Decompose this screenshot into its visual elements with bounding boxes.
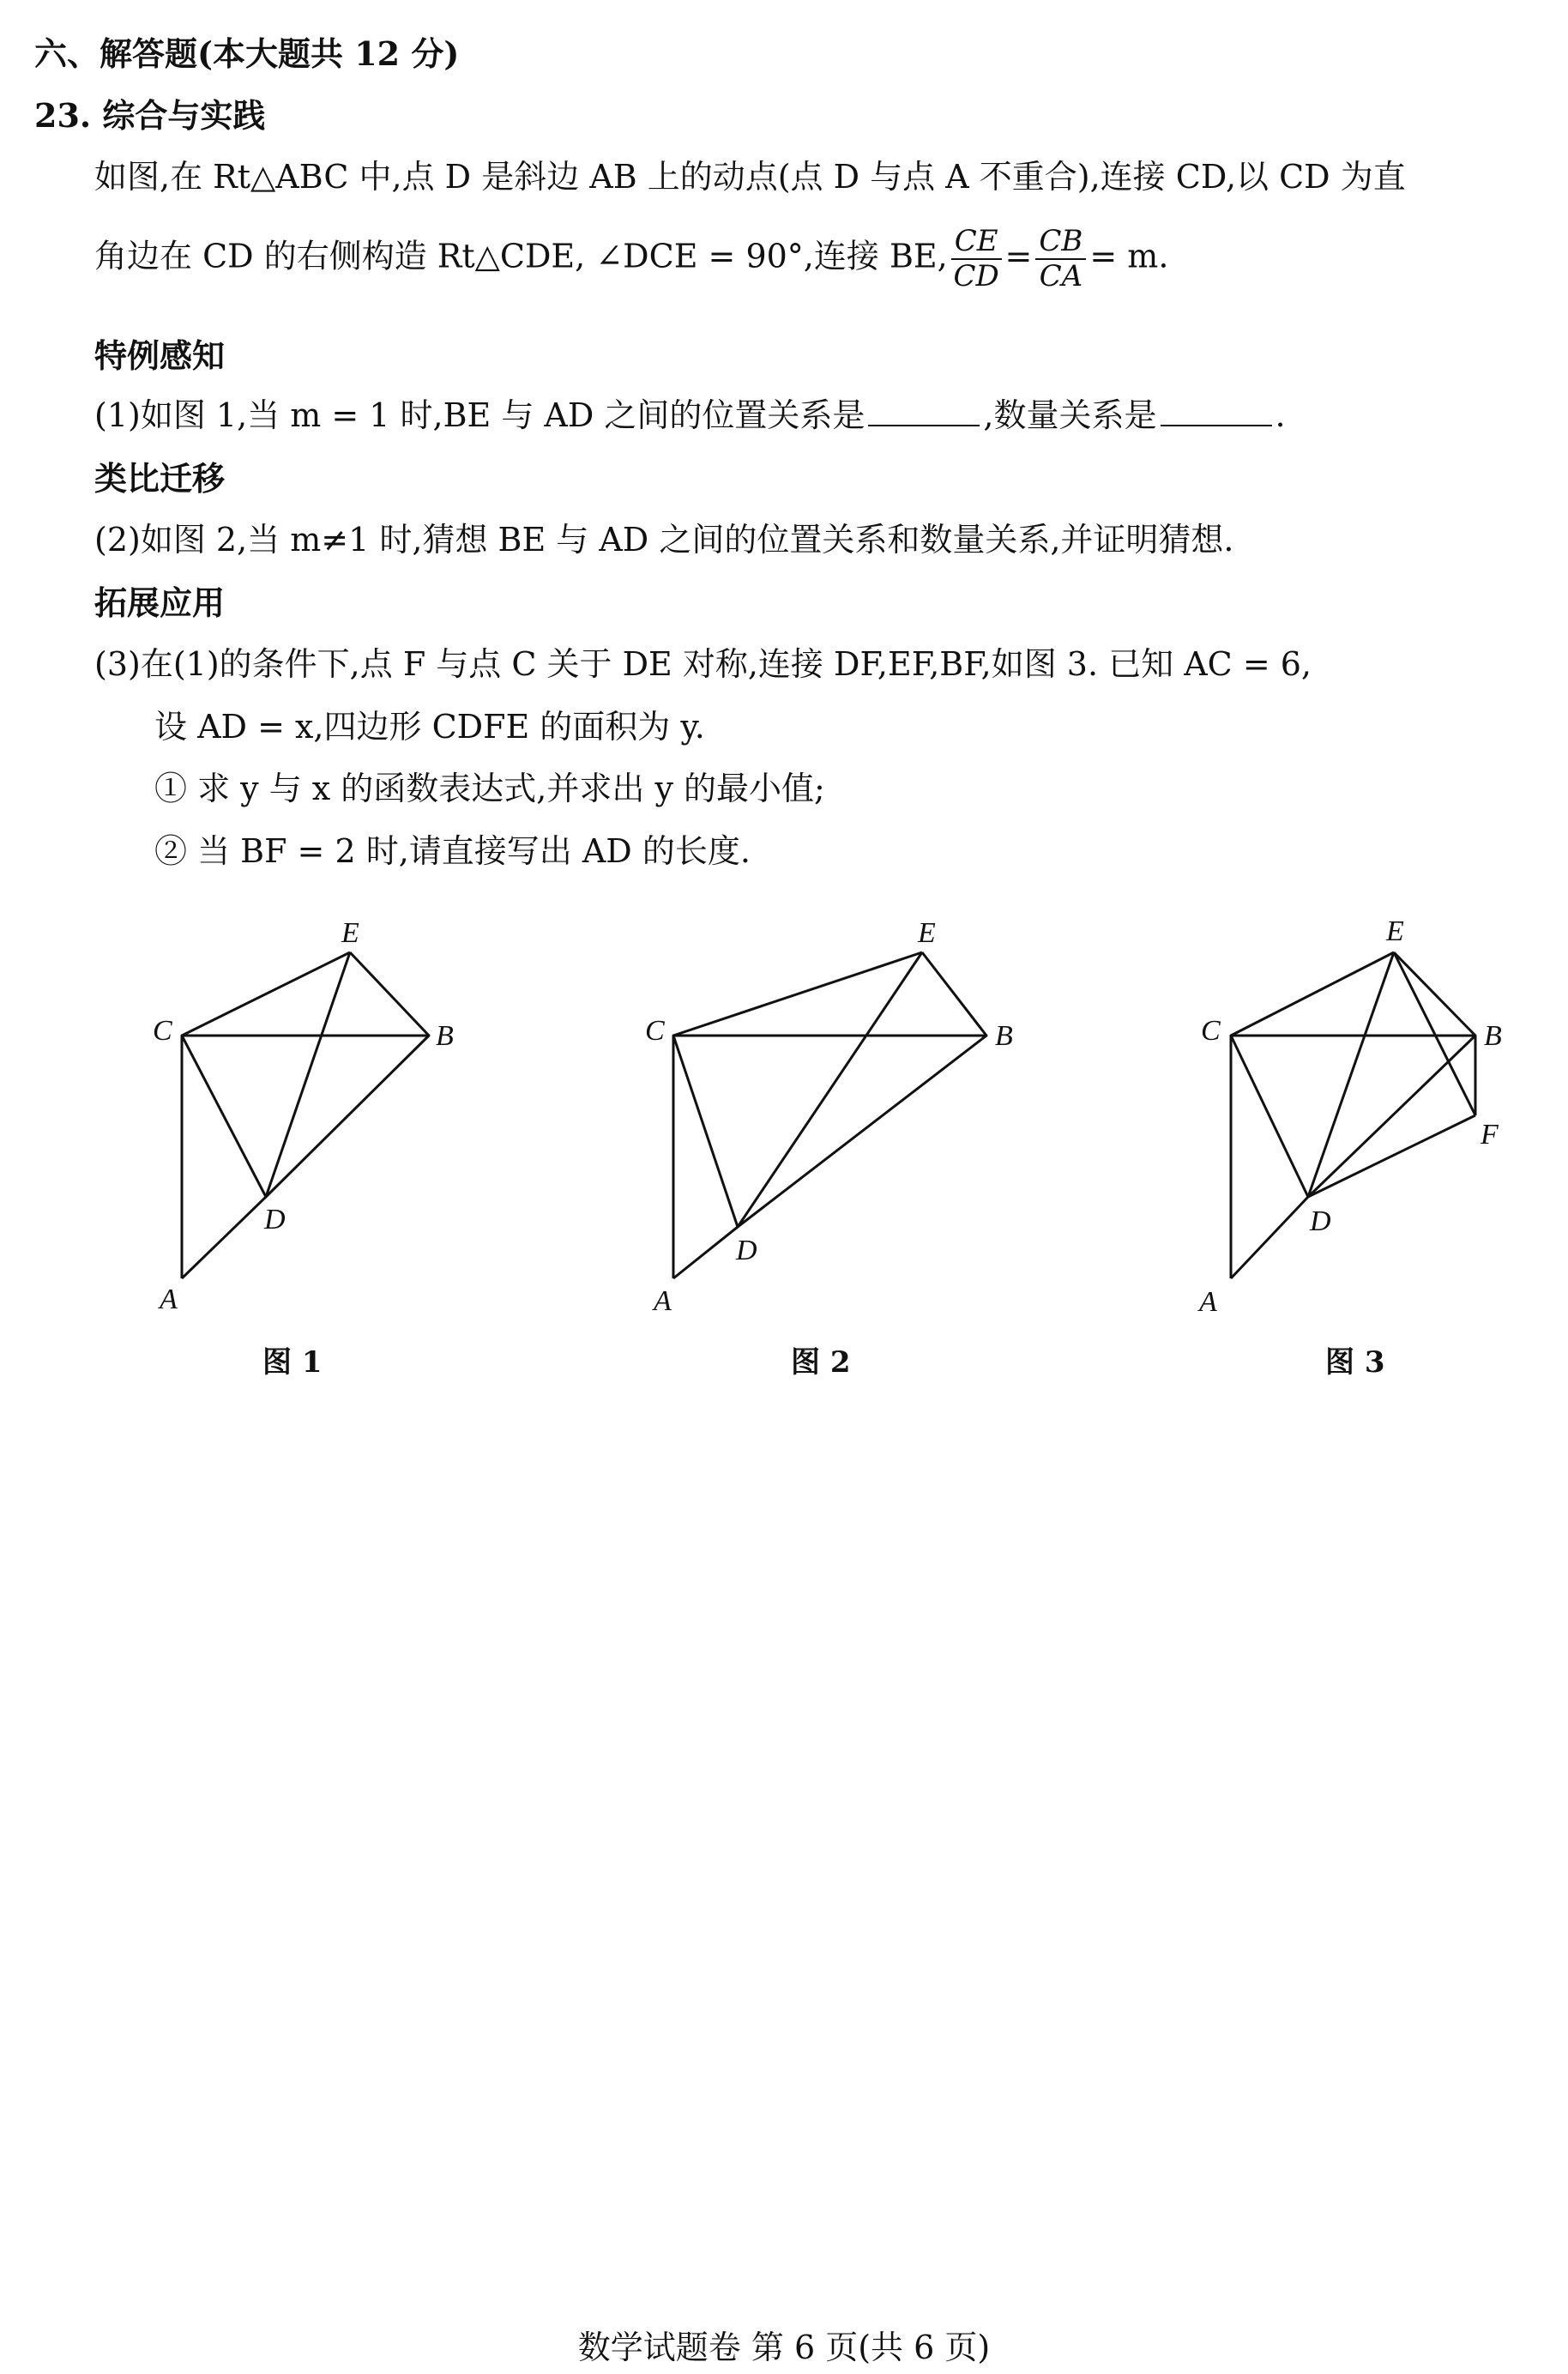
part-1-text-b: ,数量关系是 bbox=[983, 396, 1157, 434]
part-1 bbox=[94, 396, 1286, 436]
stem-line-2-suffix: = m. bbox=[1089, 237, 1169, 275]
fig3-label-a: A bbox=[1199, 1286, 1217, 1318]
heading-special-case: 特例感知 bbox=[94, 336, 226, 375]
sub-question-1: ① 求 y 与 x 的函数表达式,并求出 y 的最小值; bbox=[154, 770, 825, 807]
answer-blank-position[interactable] bbox=[868, 399, 980, 426]
stem-line-2-prefix: 角边在 CD 的右侧构造 Rt△CDE, ∠DCE = 90°,连接 BE, bbox=[94, 237, 948, 275]
part-1-text-c: . bbox=[1275, 396, 1286, 434]
answer-blank-quantity[interactable] bbox=[1161, 399, 1272, 426]
fraction-denominator: CA bbox=[1039, 259, 1083, 294]
fig1-label-d: D bbox=[264, 1204, 286, 1235]
figure-3-caption: 图 3 bbox=[1325, 1345, 1385, 1380]
fig2-label-d: D bbox=[736, 1235, 757, 1266]
heading-extension: 拓展应用 bbox=[94, 583, 226, 622]
figure-2-lines bbox=[673, 952, 986, 1278]
page-footer: 数学试题卷 第 6 页(共 6 页) bbox=[577, 2329, 991, 2366]
fraction-denominator: CD bbox=[953, 259, 999, 294]
part-1-text-a: (1)如图 1,当 m = 1 时,BE 与 AD 之间的位置关系是 bbox=[94, 396, 865, 434]
figure-1-lines bbox=[182, 952, 429, 1278]
stem-line-2 bbox=[94, 225, 1168, 293]
fig2-label-e: E bbox=[918, 917, 936, 949]
fraction-ce-cd bbox=[951, 225, 1002, 293]
fraction-numerator: CB bbox=[1035, 225, 1086, 260]
fig3-label-f: F bbox=[1481, 1119, 1499, 1151]
fig3-label-b: B bbox=[1484, 1020, 1502, 1052]
fig1-label-a: A bbox=[160, 1284, 178, 1315]
figure-1-caption: 图 1 bbox=[262, 1345, 323, 1380]
fig2-label-b: B bbox=[995, 1020, 1013, 1052]
part-3-line-1: (3)在(1)的条件下,点 F 与点 C 关于 DE 对称,连接 DF,EF,BF,如图 3. 已知 AC = 6, bbox=[94, 645, 1312, 683]
figure-2-caption: 图 2 bbox=[791, 1345, 851, 1380]
question-title: 23. 综合与实践 bbox=[34, 96, 266, 135]
part-2: (2)如图 2,当 m≠1 时,猜想 BE 与 AD 之间的位置关系和数量关系,并证明猜想. bbox=[94, 521, 1234, 559]
stem-line-1: 如图,在 Rt△ABC 中,点 D 是斜边 AB 上的动点(点 D 与点 A 不重合),连接 CD,以 CD 为直 bbox=[94, 158, 1406, 196]
fig3-label-e: E bbox=[1386, 915, 1404, 947]
fig1-label-e: E bbox=[341, 917, 359, 949]
fig2-label-a: A bbox=[654, 1285, 672, 1317]
figure-3-lines bbox=[1231, 952, 1475, 1278]
fraction-numerator: CE bbox=[951, 225, 1002, 260]
sub-question-2: ② 当 BF = 2 时,请直接写出 AD 的长度. bbox=[154, 832, 751, 870]
section-title: 六、解答题(本大题共 12 分) bbox=[34, 34, 460, 73]
geometry-figures bbox=[0, 901, 1568, 1381]
fig3-label-c: C bbox=[1201, 1015, 1221, 1047]
fraction-cb-ca bbox=[1035, 225, 1086, 293]
part-3-line-2: 设 AD = x,四边形 CDFE 的面积为 y. bbox=[154, 708, 705, 746]
fig2-label-c: C bbox=[645, 1015, 665, 1047]
fig1-label-b: B bbox=[436, 1020, 454, 1052]
fig3-label-d: D bbox=[1310, 1205, 1331, 1237]
fig1-label-c: C bbox=[153, 1015, 172, 1047]
heading-analogy: 类比迁移 bbox=[94, 459, 226, 498]
equals-sign: = bbox=[1004, 237, 1033, 275]
